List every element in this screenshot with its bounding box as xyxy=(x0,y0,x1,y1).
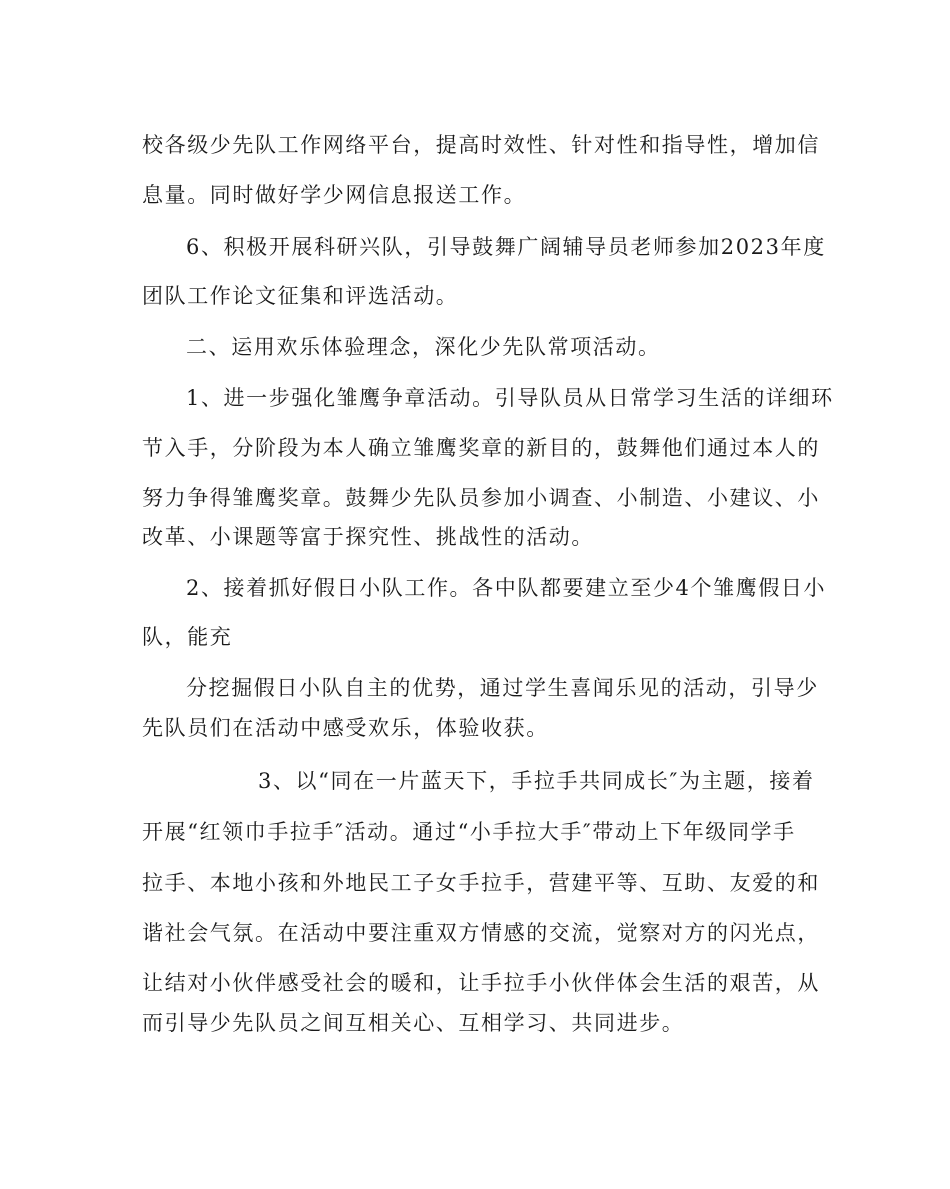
text-line: 6、积极开展科研兴队，引导鼓舞广阔辅导员老师参加2023年度 xyxy=(186,235,826,259)
text-line: 努力争得雏鹰奖章。鼓舞少先队员参加小调查、小制造、小建议、小 xyxy=(142,486,820,510)
text-line: 队，能充 xyxy=(142,625,233,649)
section-heading: 二、运用欢乐体验理念，深化少先队常项活动。 xyxy=(186,335,661,359)
text-line: 1、进一步强化雏鹰争章活动。引导队员从日常学习生活的详细环 xyxy=(186,386,834,410)
text-line: 3、以“同在一片蓝天下，手拉手共同成长″为主题，接着 xyxy=(258,769,815,793)
text-line: 拉手、本地小孩和外地民工子女手拉手，营建平等、互助、友爱的和 xyxy=(142,871,820,895)
text-line: 节入手，分阶段为本人确立雏鹰奖章的新目的，鼓舞他们通过本人的 xyxy=(142,436,820,460)
text-line: 开展“红领巾手拉手″活动。通过“小手拉大手″带动上下年级同学手 xyxy=(142,820,796,844)
text-line: 先队员们在活动中感受欢乐，体验收获。 xyxy=(142,716,549,740)
text-line: 分挖掘假日小队自主的优势，通过学生喜闻乐见的活动，引导少 xyxy=(186,676,819,700)
text-line: 校各级少先队工作网络平台，提高时效性、针对性和指导性，增加信 xyxy=(142,133,820,157)
text-line: 谐社会气氛。在活动中要注重双方情感的交流，觉察对方的闪光点， xyxy=(142,921,820,945)
text-line: 团队工作论文征集和评选活动。 xyxy=(142,284,459,308)
text-line: 2、接着抓好假日小队工作。各中队都要建立至少4个雏鹰假日小 xyxy=(186,576,827,600)
text-line: 而引导少先队员之间互相关心、互相学习、共同进步。 xyxy=(142,1011,685,1035)
text-line: 息量。同时做好学少网信息报送工作。 xyxy=(142,183,527,207)
text-line: 让结对小伙伴感受社会的暖和，让手拉手小伙伴体会生活的艰苦，从 xyxy=(142,971,820,995)
text-line: 改革、小课题等富于探究性、挑战性的活动。 xyxy=(142,525,594,549)
